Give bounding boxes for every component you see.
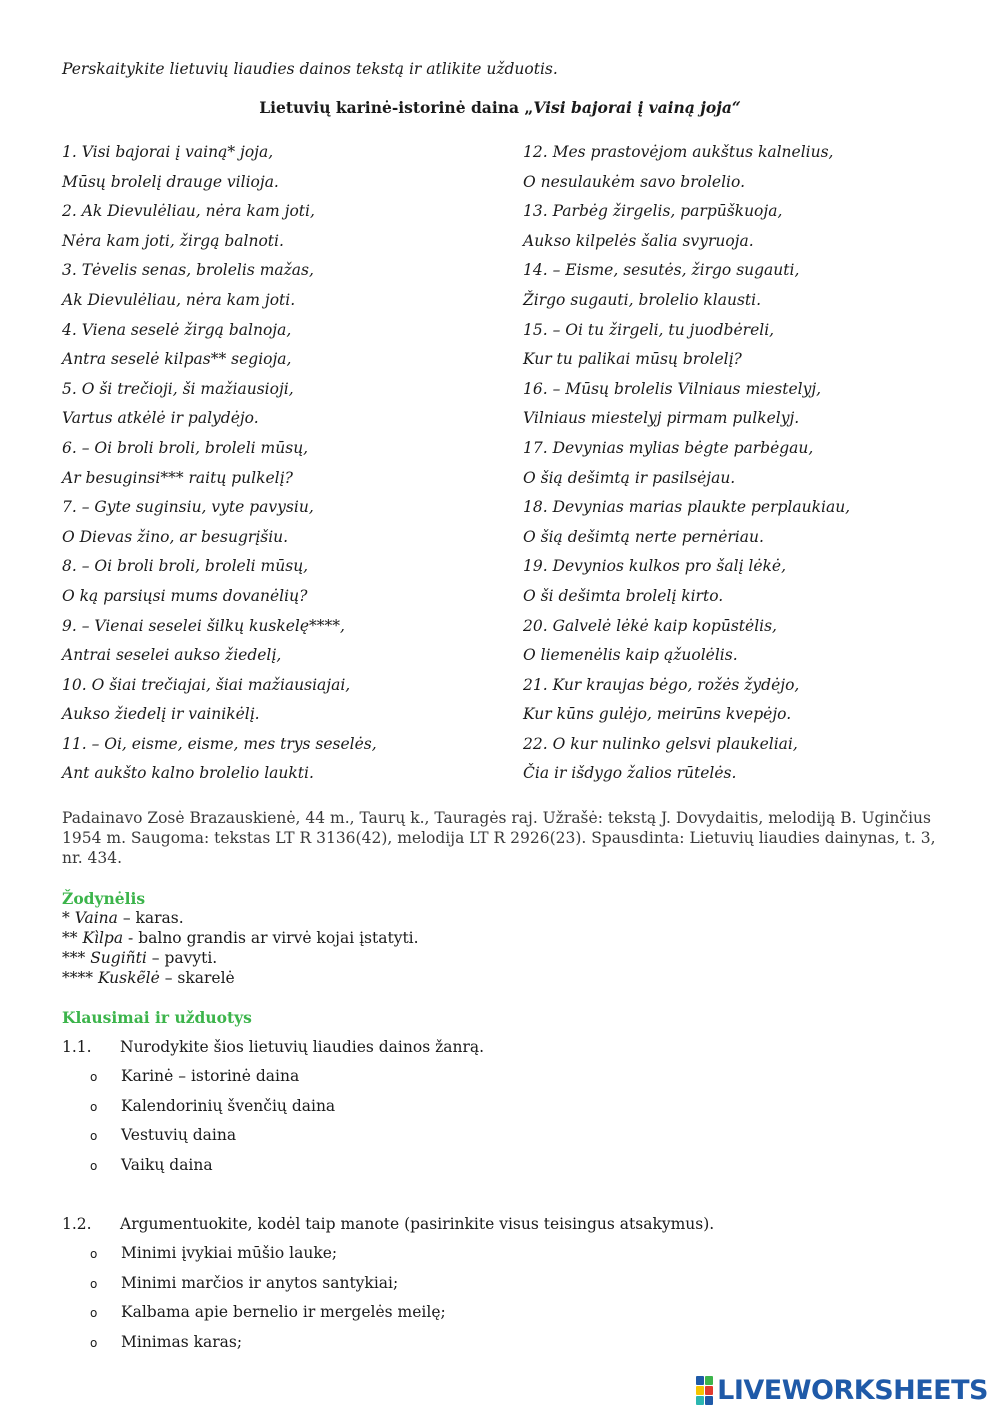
song-title-name: Visi bajorai į vainą joja“ — [533, 98, 741, 117]
lyric-line: Kur kūns gulėjo, meirūns kvepėjo. — [523, 705, 792, 724]
lyric-line: 22. O kur nulinko gelsvi plaukeliai, — [523, 734, 798, 753]
bullet-circle-icon: o — [90, 1247, 98, 1261]
glossary-heading: Žodynėlis — [62, 889, 146, 908]
lyric-line: 16. – Mūsų brolelis Vilniaus miestelyj, — [523, 379, 822, 398]
answer-option-label: Vaikų daina — [121, 1155, 213, 1174]
lyric-line: 10. O šiai trečiajai, šiai mažiausiajai, — [62, 675, 351, 694]
answer-option-label: Vestuvių daina — [121, 1126, 237, 1145]
lyric-line: O šią dešimtą ir pasilsėjau. — [523, 468, 736, 487]
lyric-line: Žirgo sugauti, brolelio klausti. — [523, 290, 762, 309]
lyric-line: 13. Parbėg žirgelis, parpūškuoja, — [523, 202, 783, 221]
lyric-line: Ar besuginsi*** raitų pulkelį? — [62, 468, 293, 487]
lyric-line: Aukso kilpelės šalia svyruoja. — [523, 231, 754, 250]
lyrics-column-left — [62, 138, 377, 789]
song-title — [0, 98, 1000, 117]
bullet-circle-icon: o — [90, 1276, 98, 1291]
lyric-line: Čia ir išdygo žalios rūtelės. — [523, 764, 737, 783]
lyric-line: 21. Kur kraujas bėgo, rožės žydėjo, — [523, 675, 800, 694]
lyric-line: Nėra kam joti, žirgą balnoti. — [62, 231, 284, 250]
glossary-definition: – skarelė — [159, 969, 235, 987]
answer-option[interactable] — [90, 1151, 213, 1181]
logo-text: LIVEWORKSHEETS — [717, 1374, 988, 1406]
glossary-mark: * — [62, 909, 75, 927]
glossary-term: Kuskẽlė — [97, 969, 160, 987]
answer-option[interactable] — [90, 1062, 299, 1092]
lyric-line: 1. Visi bajorai į vainą* joja, — [62, 143, 274, 161]
question-text: Nurodykite šios lietuvių liaudies dainos žanrą. — [120, 1038, 485, 1056]
question-1-2 — [62, 1215, 962, 1237]
lyric-line: Ak Dievulėliau, nėra kam joti. — [62, 290, 296, 309]
question-1-1 — [62, 1038, 962, 1060]
answer-option[interactable] — [90, 1328, 242, 1358]
lyric-line: O šią dešimtą nerte pernėriau. — [523, 527, 764, 546]
lyric-line: 9. – Vienai seselei šilkų kuskelę****, — [62, 616, 345, 635]
lyric-line: 14. – Eisme, sesutės, žirgo sugauti, — [523, 261, 800, 280]
source-note: Padainavo Zosė Brazauskienė, 44 m., Taurų k., Tauragės raj. Užrašė: tekstą J. Dovydaitis, melodiją B. Uginčius 1954 m. Saugoma: tekstas LT R 3136(42), melodija LT R 2926(23). Spausdinta: Lietuvių liaudies dainynas, t. 3, nr. 434. — [62, 809, 936, 867]
lyric-line: 4. Viena seselė žirgą balnoja, — [62, 320, 292, 339]
bullet-circle-icon: o — [90, 1129, 98, 1144]
glossary-mark: **** — [62, 969, 98, 987]
question-number: 1.2. — [62, 1215, 92, 1233]
lyric-line: Ant aukšto kalno brolelio laukti. — [62, 764, 314, 783]
lyric-line: O Dievas žino, ar besugrįšiu. — [62, 527, 289, 546]
glossary-definition: - balno grandis ar virvė kojai įstatyti. — [123, 929, 419, 947]
question-number: 1.1. — [62, 1038, 92, 1056]
glossary-mark: *** — [62, 949, 91, 967]
lyric-line: Antra seselė kilpas** segioja, — [62, 350, 292, 369]
lyric-line: 5. O ši trečioji, ši mažiausioji, — [62, 379, 294, 398]
answer-option-label: Kalbama apie bernelio ir mergelės meilę; — [121, 1303, 446, 1322]
lyric-line: O ką parsiųsi mums dovanėlių? — [62, 586, 308, 605]
lyric-line: Aukso žiedelį ir vainikėlį. — [62, 705, 260, 724]
lyric-line: 3. Tėvelis senas, brolelis mažas, — [62, 261, 314, 280]
song-title-prefix: Lietuvių karinė-istorinė daina „ — [259, 98, 534, 117]
tasks-heading: Klausimai ir užduotys — [62, 1008, 252, 1027]
lyric-line: Kur tu palikai mūsų brolelį? — [523, 350, 742, 369]
answer-option-label: Minimi marčios ir anytos santykiai; — [121, 1273, 399, 1292]
lyric-line: 17. Devynias mylias bėgte parbėgau, — [523, 438, 814, 457]
answer-option[interactable] — [90, 1269, 398, 1299]
lyric-line: O nesulaukėm savo brolelio. — [523, 172, 746, 191]
glossary-definition: – karas. — [117, 909, 184, 927]
intro-instruction: Perskaitykite lietuvių liaudies dainos tekstą ir atlikite užduotis. — [62, 60, 558, 78]
lyric-line: Vartus atkėlė ir palydėjo. — [62, 409, 259, 428]
glossary-entry — [62, 908, 419, 928]
glossary-term: Vaina — [74, 909, 118, 927]
lyric-line: 18. Devynias marias plaukte perplaukiau, — [523, 498, 851, 517]
glossary-entry — [62, 948, 419, 968]
lyric-line: 15. – Oi tu žirgeli, tu juodbėreli, — [523, 320, 775, 339]
glossary-entry — [62, 928, 419, 948]
bullet-circle-icon: o — [90, 1306, 98, 1321]
lyric-line: 7. – Gyte suginsiu, vyte pavysiu, — [62, 498, 314, 517]
lyric-line: 11. – Oi, eisme, eisme, mes trys seselės, — [62, 734, 377, 753]
answer-option[interactable] — [90, 1092, 335, 1122]
answer-option[interactable] — [90, 1121, 236, 1151]
bullet-circle-icon: o — [90, 1158, 98, 1173]
glossary-entry — [62, 968, 419, 988]
glossary-term: Sugiñti — [90, 949, 147, 967]
question-text: Argumentuokite, kodėl taip manote (pasirinkite visus teisingus atsakymus). — [120, 1215, 715, 1233]
lyric-line: O liemenėlis kaip ąžuolėlis. — [523, 646, 738, 665]
answer-option[interactable] — [90, 1298, 446, 1328]
answer-option-label: Karinė – istorinė daina — [121, 1067, 300, 1085]
bullet-circle-icon: o — [90, 1099, 98, 1114]
answer-option[interactable] — [90, 1239, 337, 1269]
answer-option-label: Minimi įvykiai mūšio lauke; — [121, 1244, 338, 1262]
lyric-line: Mūsų brolelį drauge vilioja. — [62, 172, 279, 191]
lyric-line: 6. – Oi broli broli, broleli mūsų, — [62, 438, 309, 457]
lyric-line: 20. Galvelė lėkė kaip kopūstėlis, — [523, 616, 777, 635]
liveworksheets-logo — [696, 1374, 988, 1406]
glossary-mark: ** — [62, 929, 83, 947]
glossary-list — [62, 908, 419, 988]
glossary-term: Kìlpa — [82, 929, 124, 947]
lyric-line: 12. Mes prastovėjom aukštus kalnelius, — [523, 143, 834, 161]
lyric-line: 2. Ak Dievulėliau, nėra kam joti, — [62, 202, 315, 221]
lyric-line: Vilniaus miestelyj pirmam pulkelyj. — [523, 409, 800, 428]
answer-option-label: Minimas karas; — [121, 1332, 243, 1351]
bullet-circle-icon: o — [90, 1070, 98, 1084]
lyric-line: 8. – Oi broli broli, broleli mūsų, — [62, 557, 309, 576]
logo-icon — [696, 1376, 713, 1405]
lyric-line: O ši dešimta brolelį kirto. — [523, 586, 724, 605]
answer-option-label: Kalendorinių švenčių daina — [121, 1096, 336, 1115]
glossary-definition: – pavyti. — [146, 949, 218, 967]
lyric-line: Antrai seselei aukso žiedelį, — [62, 646, 282, 665]
lyric-line: 19. Devynios kulkos pro šalį lėkė, — [523, 557, 787, 576]
lyrics-column-right — [523, 138, 850, 789]
bullet-circle-icon: o — [90, 1335, 98, 1350]
